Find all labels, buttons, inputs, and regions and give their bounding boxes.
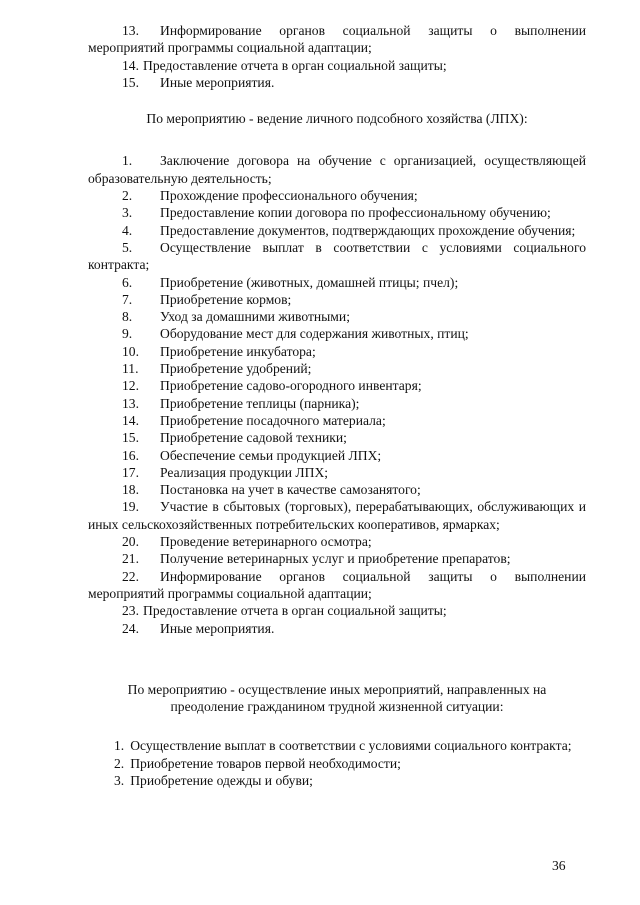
list-item-text: Приобретение садовой техники; <box>160 430 347 446</box>
list-item-text: Уход за домашними животными; <box>160 309 350 325</box>
list-item-number: 11. <box>122 361 139 377</box>
list-item-number: 13. <box>122 23 139 38</box>
list-item-number: 21. <box>122 551 139 567</box>
list-item <box>88 755 586 772</box>
list-item-number: 14. <box>122 57 139 73</box>
list-item-number: 12. <box>122 378 139 394</box>
list-item <box>88 325 586 342</box>
list-item-number: 22. <box>122 568 139 584</box>
list-item <box>88 57 586 74</box>
list-item-text: Предоставление отчета в орган социальной защиты; <box>143 57 447 73</box>
list-item-number: 13. <box>122 395 139 411</box>
list-item-number: 15. <box>122 430 139 446</box>
list-item-number: 15. <box>122 74 139 90</box>
list-item-text: Приобретение инкубатора; <box>160 343 316 359</box>
list-item-text: Информирование органов социальной защиты о выполнении мероприятий программы социальной адаптации; <box>88 23 586 56</box>
list-item-text: Реализация продукции ЛПХ; <box>160 464 329 480</box>
list-item-text: Предоставление отчета в орган социальной защиты; <box>143 603 447 619</box>
list-item-number: 1. <box>122 153 133 169</box>
list-item <box>88 447 586 464</box>
list-item <box>88 568 586 603</box>
list-item-text: Постановка на учет в качестве самозанятого; <box>160 482 421 498</box>
list-item <box>88 22 586 57</box>
list-item <box>88 429 586 446</box>
list-item-text: Приобретение кормов; <box>160 291 292 307</box>
list-item <box>88 498 586 533</box>
list-item <box>88 187 586 204</box>
page-number: 36 <box>552 858 566 873</box>
list-item <box>88 74 586 91</box>
list-item-number: 5. <box>122 239 133 255</box>
list-item-number: 4. <box>122 222 133 238</box>
list-item <box>88 395 586 412</box>
list-item-text: Предоставление документов, подтверждающих прохождение обучения; <box>160 222 576 238</box>
list-item <box>88 343 586 360</box>
list-item <box>88 222 586 239</box>
list-item <box>88 737 586 754</box>
list-item-text: Получение ветеринарных услуг и приобретение препаратов; <box>160 551 511 567</box>
list-item <box>88 204 586 221</box>
section-heading-other: По мероприятию - осуществление иных мероприятий, направленных на преодоление гражданином трудной жизненной ситуации: <box>127 681 547 715</box>
list-item-number: 10. <box>122 343 139 359</box>
list-item-number: 2. <box>114 755 125 771</box>
list-item <box>88 412 586 429</box>
list-item-text: Приобретение садово-огородного инвентаря; <box>160 378 422 394</box>
list-item-number: 20. <box>122 534 139 550</box>
list-block-1 <box>88 22 586 91</box>
list-item-text: Приобретение посадочного материала; <box>160 412 386 428</box>
list-item <box>88 308 586 325</box>
list-item-number: 23. <box>122 603 139 619</box>
list-item-number: 7. <box>122 291 133 307</box>
list-item <box>88 620 586 637</box>
list-item-number: 18. <box>122 482 139 498</box>
list-item <box>88 533 586 550</box>
list-item-number: 17. <box>122 464 139 480</box>
list-item-text: Прохождение профессионального обучения; <box>160 188 418 204</box>
document-page <box>88 22 586 789</box>
list-item-text: Осуществление выплат в соответствии с условиями социального контракта; <box>130 738 572 754</box>
list-block-other <box>88 737 586 789</box>
list-item-text: Проведение ветеринарного осмотра; <box>160 534 372 550</box>
list-item-text: Приобретение теплицы (парника); <box>160 395 360 411</box>
list-item-number: 3. <box>114 772 125 788</box>
list-item <box>88 152 586 187</box>
list-item-text: Информирование органов социальной защиты о выполнении мероприятий программы социальной адаптации; <box>88 568 586 601</box>
list-item-number: 1. <box>114 738 125 754</box>
list-item-number: 24. <box>122 620 139 636</box>
list-item <box>88 464 586 481</box>
list-item-number: 8. <box>122 309 133 325</box>
section-heading-lph: По мероприятию - ведение личного подсобного хозяйства (ЛПХ): <box>146 111 528 127</box>
list-item-text: Осуществление выплат в соответствии с условиями социального контракта; <box>88 239 586 273</box>
list-item-text: Иные мероприятия. <box>160 74 275 90</box>
list-item-text: Предоставление копии договора по профессиональному обучению; <box>160 205 551 221</box>
list-item-number: 19. <box>122 499 139 515</box>
list-item-text: Приобретение одежды и обуви; <box>130 772 313 788</box>
list-item <box>88 481 586 498</box>
list-item-text: Приобретение товаров первой необходимости; <box>130 755 401 771</box>
list-item <box>88 291 586 308</box>
list-item <box>88 239 586 274</box>
list-item <box>88 602 586 619</box>
list-item-number: 9. <box>122 326 133 342</box>
list-item-text: Обеспечение семьи продукцией ЛПХ; <box>160 447 382 463</box>
list-item <box>88 360 586 377</box>
list-item-text: Приобретение (животных, домашней птицы; пчел); <box>160 274 459 290</box>
list-item-number: 14. <box>122 412 139 428</box>
list-item-number: 6. <box>122 274 133 290</box>
list-item-number: 3. <box>122 205 133 221</box>
list-item <box>88 550 586 567</box>
list-item <box>88 772 586 789</box>
list-block-lph <box>88 152 586 636</box>
list-item-number: 16. <box>122 447 139 463</box>
list-item-text: Иные мероприятия. <box>160 620 275 636</box>
list-item-text: Заключение договора на обучение с организацией, осуществляющей образовательную деятельность; <box>88 153 586 186</box>
list-item-text: Приобретение удобрений; <box>160 361 312 377</box>
list-item-text: Оборудование мест для содержания животных, птиц; <box>160 326 469 342</box>
list-item-number: 2. <box>122 188 133 204</box>
list-item <box>88 377 586 394</box>
list-item-text: Участие в сбытовых (торговых), перерабатывающих, обслуживающих и иных сельскохозяйственных потребительских кооперативов, ярмарках; <box>88 499 586 532</box>
list-item <box>88 274 586 291</box>
